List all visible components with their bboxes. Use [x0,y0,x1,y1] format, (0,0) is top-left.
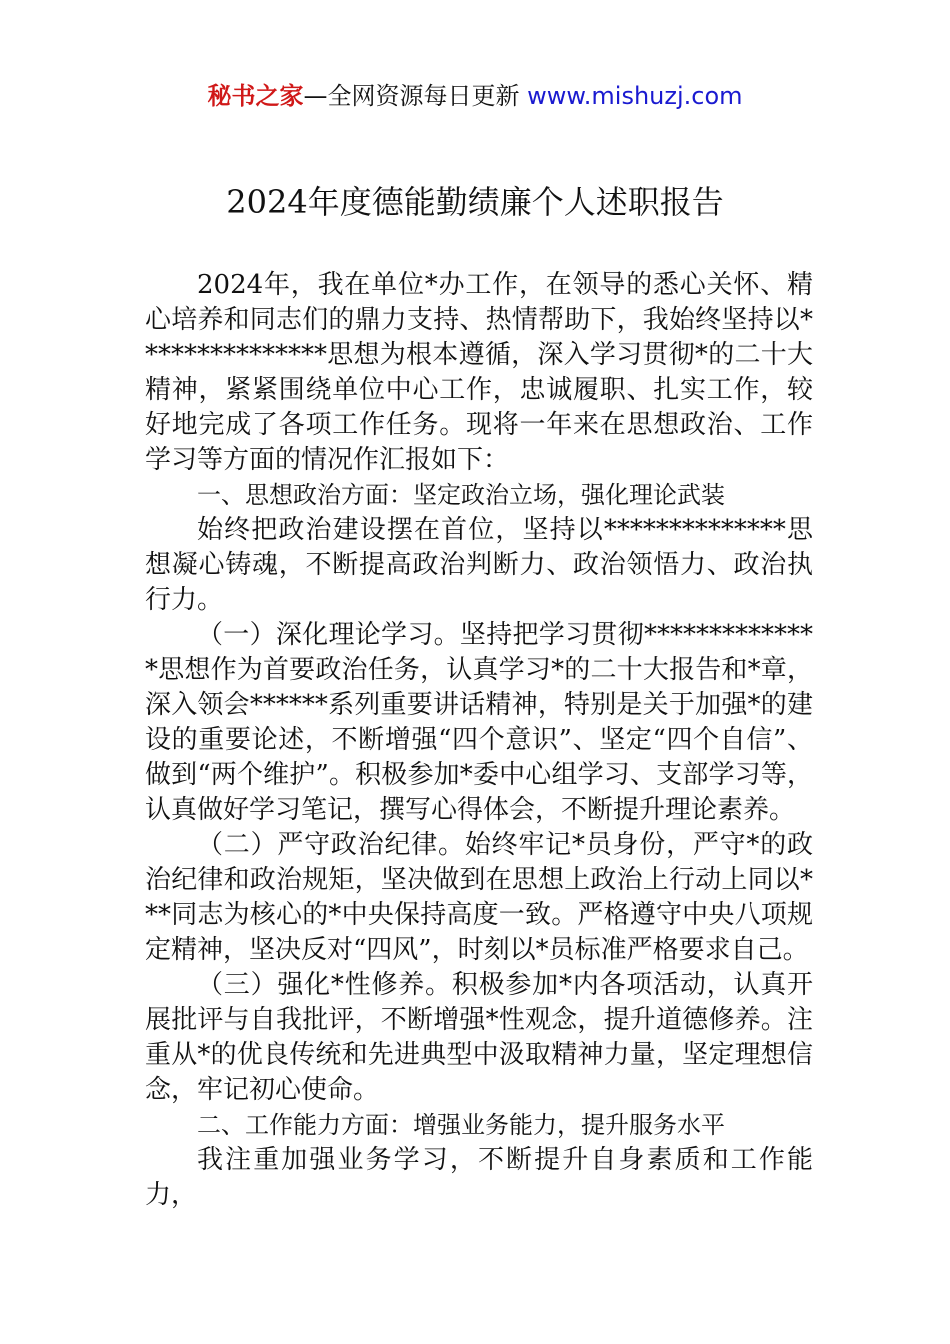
body-paragraph: （一）深化理论学习。坚持把学习贯彻**************思想作为首要政治任务，认真学习*的二十大报告和*章，深入领会******系列重要讲话精神，特别是关于加强*的建设的重要论述，不断增强“四个意识”、坚定“四个自信”、做到“两个维护”。积极参加*委中心组学习、支部学习等，认真做好学习笔记，撰写心得体会，不断提升理论素养。 [145,620,813,825]
intro-paragraph: 2024年，我在单位*办工作，在领导的悉心关怀、精心培养和同志们的鼎力支持、热情帮助下，我始终坚持以***************思想为根本遵循，深入学习贯彻*的二十大精神，紧紧围绕单位中心工作，忠诚履职、扎实工作，较好地完成了各项工作任务。现将一年来在思想政治、工作学习等方面的情况作汇报如下： [145,270,813,475]
section-heading-2: 二、工作能力方面：增强业务能力，提升服务水平 [197,1111,725,1139]
header-slogan: —全网资源每日更新 [303,82,528,110]
body-paragraph: （二）严守政治纪律。始终牢记*员身份，严守*的政治纪律和政治规矩，坚决做到在思想上政治上行动上同以***同志为核心的*中央保持高度一致。严格遵守中央八项规定精神，坚决反对“四风”，时刻以*员标准严格要求自己。 [145,830,813,965]
document-title: 2024年度德能勤绩廉个人述职报告 [226,183,724,221]
body-paragraph: （三）强化*性修养。积极参加*内各项活动，认真开展批评与自我批评，不断增强*性观念，提升道德修养。注重从*的优良传统和先进典型中汲取精神力量，坚定理想信念，牢记初心使命。 [145,970,813,1105]
body-paragraph: 始终把政治建设摆在首位，坚持以**************思想凝心铸魂，不断提高政治判断力、政治领悟力、政治执行力。 [145,515,813,615]
document-body [145,268,813,1213]
brand-name: 秘书之家 [207,82,304,110]
section-heading-1: 一、思想政治方面：坚定政治立场，强化理论武装 [197,481,725,509]
site-header [0,78,950,114]
site-url-link[interactable]: www.mishuzj.com [527,82,743,110]
body-paragraph: 我注重加强业务学习，不断提升自身素质和工作能力， [145,1145,813,1210]
